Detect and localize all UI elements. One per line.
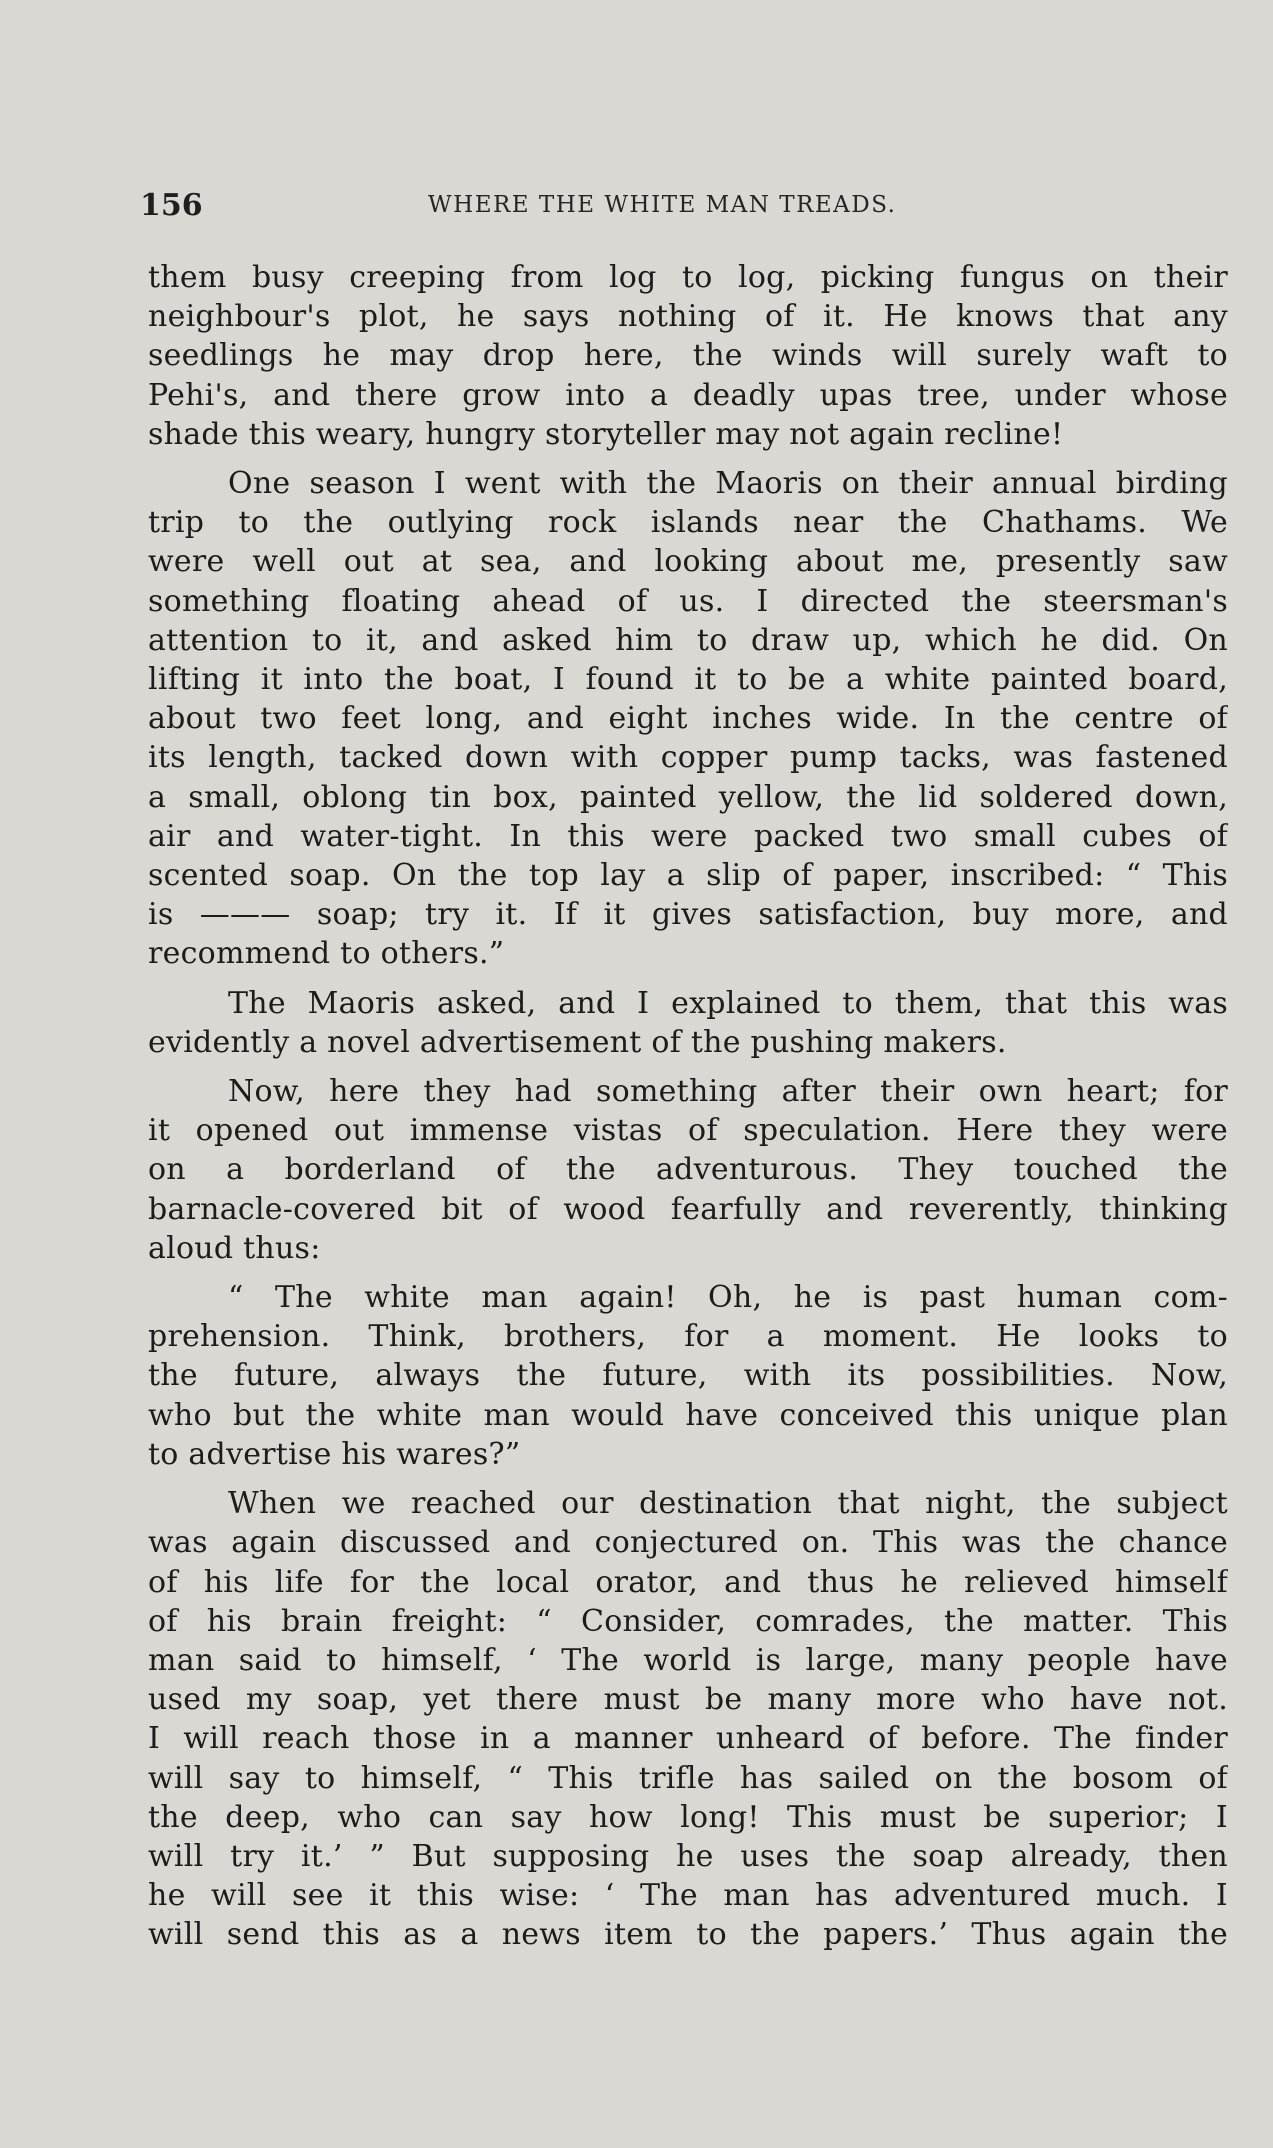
text-line: on a borderland of the adventurous. They touched the [148, 1152, 1228, 1188]
text-line: was again discussed and conjectured on. This was the chance [148, 1525, 1228, 1561]
paragraph [148, 1484, 1228, 1954]
text-line: about two feet long, and eight inches wide. In the centre of [148, 701, 1228, 737]
text-line: neighbour's plot, he says nothing of it. He knows that any [148, 299, 1228, 335]
text-line: air and water-tight. In this were packed two small cubes of [148, 818, 1228, 854]
text-line: I will reach those in a manner unheard of before. The finder [148, 1721, 1228, 1757]
paragraph [148, 258, 1228, 454]
text-line: prehension. Think, brothers, for a moment. He looks to [148, 1319, 1228, 1355]
text-line: a small, oblong tin box, painted yellow, the lid soldered down, [148, 779, 1228, 815]
text-line: shade this weary, hungry storyteller may not again recline! [148, 416, 1064, 452]
text-line: The Maoris asked, and I explained to them, that this was [228, 985, 1228, 1021]
text-line: recommend to others.” [148, 936, 505, 972]
text-line: it opened out immense vistas of speculation. Here they were [148, 1113, 1228, 1149]
text-line: something floating ahead of us. I directed the steersman's [148, 583, 1228, 619]
text-line: will say to himself, “ This trifle has sailed on the bosom of [148, 1760, 1228, 1796]
text-line: its length, tacked down with copper pump tacks, was fastened [148, 740, 1228, 776]
paragraph [148, 984, 1228, 1062]
text-line: is ——— soap; try it. If it gives satisfaction, buy more, and [148, 897, 1228, 933]
text-line: scented soap. On the top lay a slip of paper, inscribed: “ This [148, 858, 1228, 894]
paragraph [148, 464, 1228, 974]
running-head: WHERE THE WHITE MAN TREADS. [428, 192, 897, 218]
text-line: who but the white man would have conceived this unique plan [148, 1397, 1228, 1433]
text-line: of his life for the local orator, and thus he relieved himself [148, 1564, 1228, 1600]
paragraph [148, 1072, 1228, 1268]
text-line: them busy creeping from log to log, picking fungus on their [148, 260, 1228, 295]
text-line: the future, always the future, with its possibilities. Now, [148, 1358, 1228, 1394]
text-line: When we reached our destination that night, the subject [228, 1486, 1228, 1522]
text-line: “ The white man again! Oh, he is past human com- [228, 1280, 1228, 1316]
text-line: seedlings he may drop here, the winds will surely waft to [148, 338, 1228, 374]
text-line: of his brain freight: “ Consider, comrades, the matter. This [148, 1603, 1228, 1639]
paragraph [148, 1278, 1228, 1474]
text-line: man said to himself, ‘ The world is large, many people have [148, 1642, 1228, 1678]
page-header [140, 188, 1228, 228]
text-line: aloud thus: [148, 1230, 321, 1266]
text-line: lifting it into the boat, I found it to be a white painted board, [148, 662, 1228, 698]
text-line: will send this as a news item to the papers.’ Thus again the [148, 1917, 1228, 1953]
page-number: 156 [140, 188, 203, 223]
text-line: the deep, who can say how long! This must be superior; I [148, 1799, 1228, 1835]
text-line: were well out at sea, and looking about me, presently saw [148, 544, 1228, 580]
text-line: will try it.’ ” But supposing he uses the soap already, then [148, 1838, 1228, 1874]
text-line: used my soap, yet there must be many more who have not. [148, 1682, 1228, 1718]
text-line: to advertise his wares?” [148, 1436, 521, 1472]
text-line: Pehi's, and there grow into a deadly upas tree, under whose [148, 377, 1228, 413]
text-line: One season I went with the Maoris on their annual birding [228, 466, 1228, 502]
text-line: trip to the outlying rock islands near the Chathams. We [148, 505, 1228, 541]
text-line: Now, here they had something after their own heart; for [228, 1074, 1228, 1110]
text-line: attention to it, and asked him to draw up, which he did. On [148, 622, 1228, 658]
text-line: evidently a novel advertisement of the pushing makers. [148, 1024, 1007, 1060]
text-line: he will see it this wise: ‘ The man has adventured much. I [148, 1878, 1228, 1914]
body-text [148, 258, 1228, 1965]
text-line: barnacle-covered bit of wood fearfully and reverently, thinking [148, 1191, 1228, 1227]
